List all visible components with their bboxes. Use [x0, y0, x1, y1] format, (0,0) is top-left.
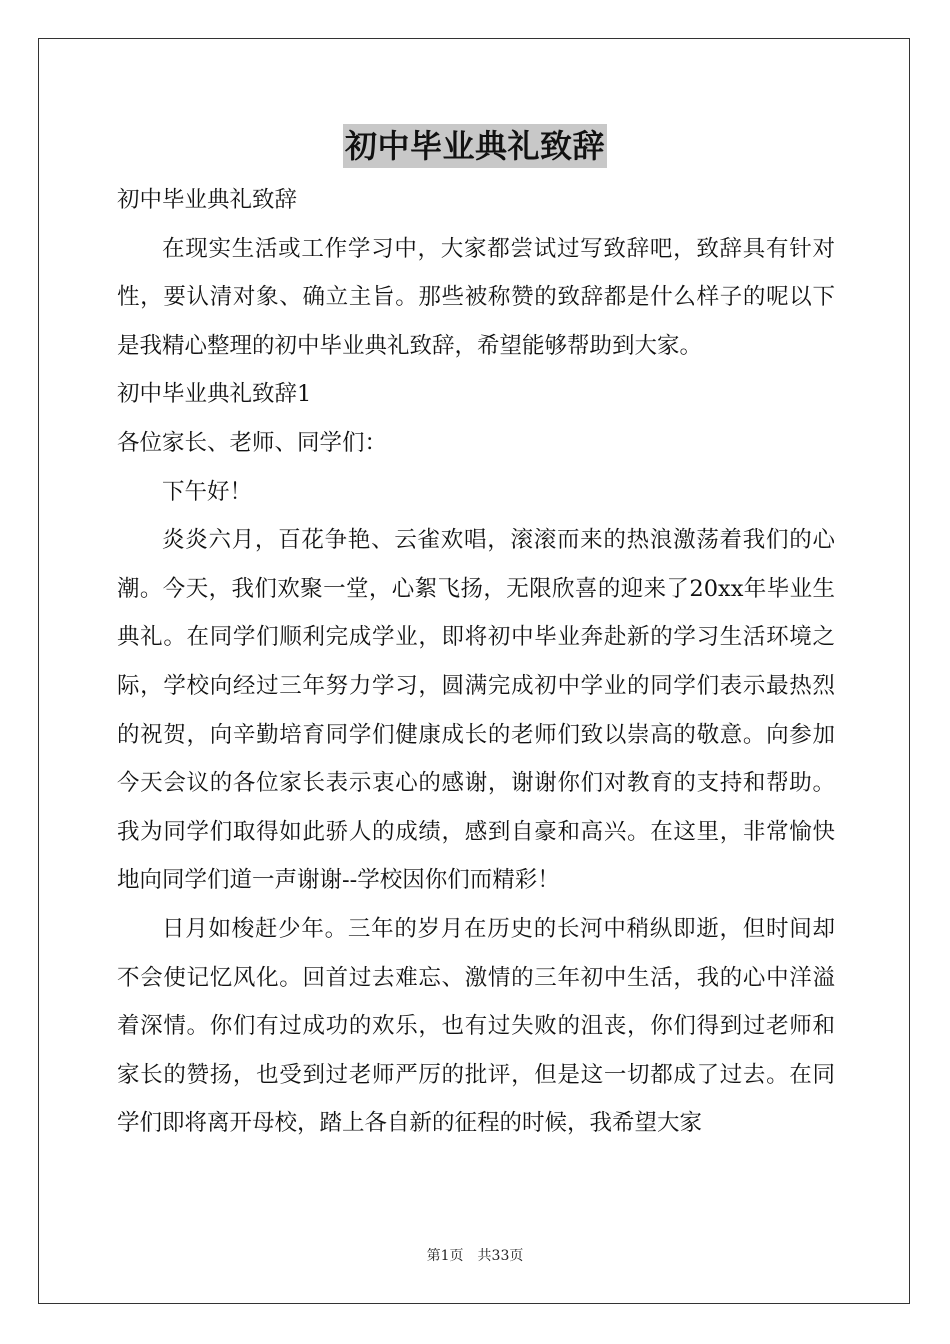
body-paragraph: 日月如梭赶少年。三年的岁月在历史的长河中稍纵即逝，但时间却不会使记忆风化。回首过去难忘、激情的三年初中生活，我的心中洋溢着深情。你们有过成功的欢乐，也有过失败的沮丧，你们得到过老师和家长的赞扬，也受到过老师严厉的批评，但是这一切都成了过去。在同学们即将离开母校，踏上各自新的征程的时候，我希望大家 — [117, 915, 835, 1137]
subtitle: 初中毕业典礼致辞 — [117, 187, 298, 213]
page-number: 第1页 — [426, 1248, 464, 1264]
section-heading: 初中毕业典礼致辞1 — [117, 381, 312, 408]
greeting: 下午好！ — [162, 478, 253, 505]
document-body — [117, 176, 835, 1148]
body-paragraph: 炎炎六月，百花争艳、云雀欢唱，滚滚而来的热浪激荡着我们的心潮。今天，我们欢聚一堂，心絮飞扬，无限欣喜的迎来了20xx年毕业生典礼。在同学们顺利完成学业，即将初中毕业奔赴新的学习生活环境之际，学校向经过三年努力学习，圆满完成初中学业的同学们表示最热烈的祝贺，向辛勤培育同学们健康成长的老师们致以崇高的敬意。向参加今天会议的各位家长表示衷心的感谢，谢谢你们对教育的支持和帮助。我为同学们取得如此骄人的成绩，感到自豪和高兴。在这里，非常愉快地向同学们道一声谢谢--学校因你们而精彩！ — [117, 527, 835, 894]
salutation: 各位家长、老师、同学们： — [117, 429, 388, 456]
intro-paragraph: 在现实生活或工作学习中，大家都尝试过写致辞吧，致辞具有针对性，要认清对象、确立主旨。那些被称赞的致辞都是什么样子的呢以下是我精心整理的初中毕业典礼致辞，希望能够帮助到大家。 — [117, 235, 835, 359]
page-footer — [0, 1246, 950, 1266]
document-title: 初中毕业典礼致辞 — [343, 124, 607, 168]
title-container — [0, 124, 950, 168]
page-total: 共33页 — [477, 1248, 524, 1264]
